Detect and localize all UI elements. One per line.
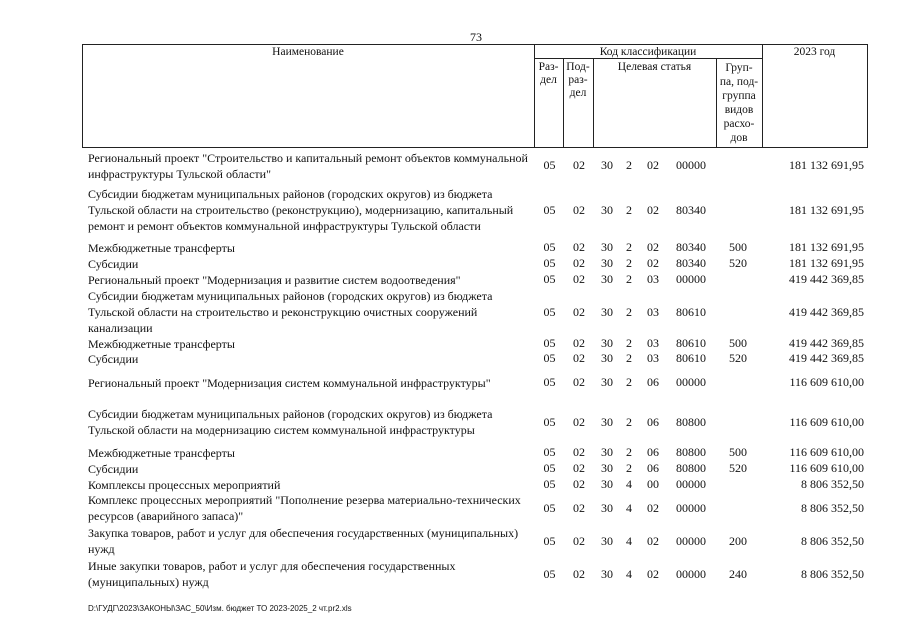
row-name: Комплексы процессных мероприятий <box>88 478 281 492</box>
row-name: Межбюджетные трансферты <box>88 337 235 351</box>
razdel-cell: 05 <box>543 445 556 459</box>
header-classification: Код классификации <box>599 46 697 58</box>
amount-cell: 116 609 610,00 <box>789 415 864 429</box>
target-program-cell: 30 <box>601 272 613 286</box>
target-project-cell: 00 <box>647 477 659 491</box>
podrazdel-cell: 02 <box>573 445 585 459</box>
podrazdel-cell: 02 <box>573 240 585 254</box>
target-project-cell: 03 <box>647 305 659 319</box>
podrazdel-cell: 02 <box>573 415 585 429</box>
podrazdel-cell: 02 <box>573 461 585 475</box>
table-row <box>0 445 905 461</box>
target-type-cell: 2 <box>626 256 632 270</box>
target-program-cell: 30 <box>601 240 613 254</box>
razdel-cell: 05 <box>543 203 556 217</box>
row-name: Региональный проект "Модернизация и развитие систем водоотведения" <box>88 273 461 287</box>
amount-cell: 8 806 352,50 <box>801 501 864 515</box>
table-row <box>0 477 905 493</box>
target-project-cell: 02 <box>647 203 659 217</box>
row-name: Межбюджетные трансферты <box>88 241 235 255</box>
amount-cell: 181 132 691,95 <box>789 240 864 254</box>
amount-cell: 8 806 352,50 <box>801 567 864 581</box>
target-direction-cell: 80800 <box>676 415 706 429</box>
target-program-cell: 30 <box>601 375 613 389</box>
target-direction-cell: 00000 <box>676 375 706 389</box>
podrazdel-cell: 02 <box>573 203 585 217</box>
target-direction-cell: 80340 <box>676 240 706 254</box>
col-border-right <box>867 44 868 148</box>
target-type-cell: 2 <box>626 415 632 429</box>
target-type-cell: 4 <box>626 534 632 548</box>
razdel-cell: 05 <box>543 567 556 581</box>
header-name: Наименование <box>272 46 344 58</box>
header-podrazdel: Под- раз- дел <box>566 61 590 99</box>
target-program-cell: 30 <box>601 351 613 365</box>
row-name: Субсидии бюджетам муниципальных районов (городских округов) из бюджета Тульской области на строительство и реконструкцию очистных сооружений канализации <box>88 289 493 335</box>
razdel-cell: 05 <box>543 501 556 515</box>
target-program-cell: 30 <box>601 336 613 350</box>
target-direction-cell: 00000 <box>676 158 706 172</box>
target-direction-cell: 00000 <box>676 534 706 548</box>
table-row <box>0 288 905 336</box>
header-top-border <box>82 44 868 45</box>
target-program-cell: 30 <box>601 305 613 319</box>
target-project-cell: 02 <box>647 256 659 270</box>
table-row <box>0 492 905 526</box>
target-project-cell: 06 <box>647 445 659 459</box>
target-program-cell: 30 <box>601 256 613 270</box>
podrazdel-cell: 02 <box>573 375 585 389</box>
target-direction-cell: 80610 <box>676 305 706 319</box>
table-row <box>0 150 905 184</box>
target-project-cell: 06 <box>647 375 659 389</box>
amount-cell: 419 442 369,85 <box>789 272 864 286</box>
target-direction-cell: 80340 <box>676 203 706 217</box>
podrazdel-cell: 02 <box>573 272 585 286</box>
target-type-cell: 2 <box>626 336 632 350</box>
target-type-cell: 2 <box>626 461 632 475</box>
podrazdel-cell: 02 <box>573 567 585 581</box>
podrazdel-cell: 02 <box>573 534 585 548</box>
target-project-cell: 02 <box>647 501 659 515</box>
razdel-cell: 05 <box>543 336 556 350</box>
table-row <box>0 525 905 559</box>
target-type-cell: 2 <box>626 305 632 319</box>
group-cell: 200 <box>729 534 747 548</box>
razdel-cell: 05 <box>543 477 556 491</box>
target-direction-cell: 00000 <box>676 567 706 581</box>
table-row <box>0 375 905 391</box>
header-bottom-border <box>82 147 868 148</box>
col-border-left <box>82 44 83 148</box>
row-name: Субсидии бюджетам муниципальных районов (городских округов) из бюджета Тульской области на модернизацию систем коммунальной инфраструктуры <box>88 407 493 437</box>
table-row <box>0 406 905 440</box>
razdel-cell: 05 <box>543 158 556 172</box>
target-program-cell: 30 <box>601 461 613 475</box>
group-cell: 500 <box>729 336 747 350</box>
target-direction-cell: 80610 <box>676 351 706 365</box>
target-type-cell: 4 <box>626 501 632 515</box>
target-project-cell: 02 <box>647 240 659 254</box>
amount-cell: 116 609 610,00 <box>789 461 864 475</box>
group-cell: 240 <box>729 567 747 581</box>
podrazdel-cell: 02 <box>573 351 585 365</box>
target-project-cell: 02 <box>647 158 659 172</box>
target-type-cell: 4 <box>626 477 632 491</box>
row-name: Региональный проект "Строительство и капитальный ремонт объектов коммунальной инфраструктуры Тульской области" <box>88 151 528 181</box>
razdel-cell: 05 <box>543 415 556 429</box>
header-target: Целевая статья <box>617 61 692 73</box>
table-row <box>0 558 905 592</box>
group-cell: 520 <box>729 256 747 270</box>
table-row <box>0 186 905 236</box>
target-project-cell: 02 <box>647 567 659 581</box>
target-project-cell: 03 <box>647 351 659 365</box>
amount-cell: 181 132 691,95 <box>789 256 864 270</box>
target-program-cell: 30 <box>601 445 613 459</box>
target-program-cell: 30 <box>601 501 613 515</box>
target-type-cell: 2 <box>626 158 632 172</box>
amount-cell: 8 806 352,50 <box>801 477 864 491</box>
target-program-cell: 30 <box>601 158 613 172</box>
target-program-cell: 30 <box>601 534 613 548</box>
amount-cell: 8 806 352,50 <box>801 534 864 548</box>
amount-cell: 116 609 610,00 <box>789 445 864 459</box>
amount-cell: 181 132 691,95 <box>789 203 864 217</box>
row-name: Субсидии <box>88 257 139 271</box>
target-type-cell: 2 <box>626 375 632 389</box>
group-cell: 520 <box>729 351 747 365</box>
target-type-cell: 2 <box>626 445 632 459</box>
table-row <box>0 461 905 477</box>
razdel-cell: 05 <box>543 272 556 286</box>
podrazdel-cell: 02 <box>573 501 585 515</box>
target-type-cell: 2 <box>626 240 632 254</box>
header-year: 2023 год <box>793 46 836 58</box>
razdel-cell: 05 <box>543 305 556 319</box>
group-cell: 520 <box>729 461 747 475</box>
target-direction-cell: 00000 <box>676 477 706 491</box>
target-type-cell: 2 <box>626 203 632 217</box>
razdel-cell: 05 <box>543 240 556 254</box>
page-number: 73 <box>470 30 482 44</box>
row-name: Иные закупки товаров, работ и услуг для обеспечения государственных (муниципальных) нужд <box>88 559 456 589</box>
row-name: Субсидии <box>88 462 139 476</box>
target-program-cell: 30 <box>601 415 613 429</box>
table-row <box>0 336 905 352</box>
row-name: Межбюджетные трансферты <box>88 446 235 460</box>
table-row <box>0 272 905 288</box>
target-project-cell: 02 <box>647 534 659 548</box>
header-group: Груп- па, под- группа видов расхо- дов <box>719 62 759 144</box>
target-project-cell: 03 <box>647 272 659 286</box>
amount-cell: 419 442 369,85 <box>789 305 864 319</box>
podrazdel-cell: 02 <box>573 256 585 270</box>
target-direction-cell: 00000 <box>676 272 706 286</box>
row-name: Закупка товаров, работ и услуг для обеспечения государственных (муниципальных) нужд <box>88 526 519 556</box>
col-border-group <box>762 44 763 148</box>
table-row <box>0 240 905 256</box>
amount-cell: 419 442 369,85 <box>789 336 864 350</box>
amount-cell: 419 442 369,85 <box>789 351 864 365</box>
target-direction-cell: 80800 <box>676 445 706 459</box>
row-name: Региональный проект "Модернизация систем коммунальной инфраструктуры" <box>88 376 491 390</box>
podrazdel-cell: 02 <box>573 477 585 491</box>
table-row <box>0 256 905 272</box>
target-type-cell: 4 <box>626 567 632 581</box>
target-type-cell: 2 <box>626 351 632 365</box>
col-border-name <box>534 44 535 148</box>
target-project-cell: 06 <box>647 461 659 475</box>
razdel-cell: 05 <box>543 534 556 548</box>
amount-cell: 116 609 610,00 <box>789 375 864 389</box>
file-path-footer: D:\ГУДГ\2023\ЗАКОНЫ\ЗАС_50\Изм. бюджет ТО 2023-2025_2 чт.pr2.xls <box>88 604 352 613</box>
row-name: Комплекс процессных мероприятий "Пополнение резерва материально-технических ресурсов (аварийного запаса)" <box>88 493 521 523</box>
target-direction-cell: 80800 <box>676 461 706 475</box>
razdel-cell: 05 <box>543 461 556 475</box>
target-project-cell: 06 <box>647 415 659 429</box>
row-name: Субсидии <box>88 352 139 366</box>
table-row <box>0 351 905 367</box>
row-name: Субсидии бюджетам муниципальных районов (городских округов) из бюджета Тульской области на строительство (реконструкцию), модернизацию, капитальный ремонт и ремонт объектов коммунальной инфраструктуры Тульской области <box>88 187 514 233</box>
razdel-cell: 05 <box>543 375 556 389</box>
amount-cell: 181 132 691,95 <box>789 158 864 172</box>
razdel-cell: 05 <box>543 256 556 270</box>
group-cell: 500 <box>729 240 747 254</box>
target-type-cell: 2 <box>626 272 632 286</box>
target-program-cell: 30 <box>601 477 613 491</box>
target-direction-cell: 00000 <box>676 501 706 515</box>
podrazdel-cell: 02 <box>573 305 585 319</box>
target-program-cell: 30 <box>601 567 613 581</box>
group-cell: 500 <box>729 445 747 459</box>
podrazdel-cell: 02 <box>573 336 585 350</box>
target-project-cell: 03 <box>647 336 659 350</box>
podrazdel-cell: 02 <box>573 158 585 172</box>
target-direction-cell: 80610 <box>676 336 706 350</box>
razdel-cell: 05 <box>543 351 556 365</box>
target-direction-cell: 80340 <box>676 256 706 270</box>
target-program-cell: 30 <box>601 203 613 217</box>
header-razdel: Раз- дел <box>538 61 559 86</box>
